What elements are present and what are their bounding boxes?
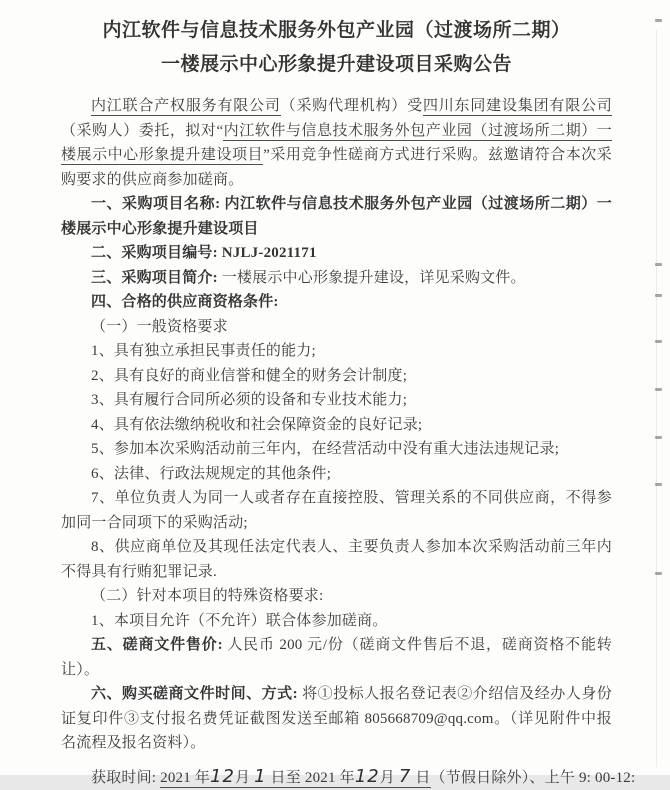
date-printed: 月	[380, 770, 399, 786]
section-5-label: 五、磋商文件售价:	[91, 637, 227, 653]
project-name-underlined: 内江软件与信息技术服务外包产业园（过渡场所二期）一楼展示中心形象提升建设项目	[61, 123, 612, 166]
section-project-summary	[61, 266, 612, 291]
scan-edge-mark	[655, 294, 662, 297]
acquisition-label: 获取时间:	[91, 770, 160, 786]
section-2-label: 二、采购项目编号:	[91, 245, 222, 261]
general-qualifications-heading: （一）一般资格要求	[61, 315, 612, 340]
scan-edge-mark	[655, 263, 662, 266]
qualification-item: 8、供应商单位及其现任法定代表人、主要负责人参加本次采购活动前三年内不得具有行贿犯罪记录.	[61, 535, 612, 584]
handwritten-month: 12	[355, 766, 380, 787]
scan-edge-mark	[655, 436, 662, 439]
agency-name: 内江联合产权服务有限公司	[91, 98, 281, 116]
date-printed: 月	[235, 770, 254, 786]
section-document-price	[61, 633, 612, 682]
qualification-item: 1、具有独立承担民事责任的能力;	[61, 339, 612, 364]
acquisition-date-range	[160, 770, 430, 788]
acquisition-time-line	[61, 765, 612, 790]
intro-text-1: （采购代理机构）受	[281, 98, 423, 114]
document-content	[61, 12, 612, 790]
special-qualification-item: 1、本项目允许（不允许）联合体参加磋商。	[61, 609, 612, 634]
section-qualifications-heading: 四、合格的供应商资格条件:	[61, 290, 612, 315]
section-6-label: 六、购买磋商文件时间、方式:	[91, 686, 302, 702]
section-project-name	[61, 192, 612, 241]
qualification-item: 7、单位负责人为同一人或者存在直接控股、管理关系的不同供应商，不得参加同一合同项下的采购活动;	[61, 486, 612, 535]
handwritten-day: 7	[399, 766, 411, 787]
qualification-item: 6、法律、行政法规规定的其他条件;	[61, 462, 612, 487]
qualification-item: 2、具有良好的商业信誉和健全的财务会计制度;	[61, 364, 612, 389]
scan-edge-mark	[655, 340, 662, 343]
acquisition-tail: （节假日除外）、上午 9: 00-12:	[431, 770, 636, 786]
qualification-item: 4、具有依法缴纳税收和社会保障资金的良好记录;	[61, 413, 612, 438]
date-printed: 日	[411, 770, 430, 786]
section-3-label: 三、采购项目简介:	[91, 270, 222, 286]
intro-paragraph	[61, 94, 612, 192]
section-3-text: 一楼展示中心形象提升建设，详见采购文件。	[222, 270, 526, 286]
section-purchase-method	[61, 682, 612, 756]
section-5-text: 人民币 200 元/份（磋商文件售后不退，磋商资格不能转让）。	[61, 637, 612, 678]
special-qualifications-heading: （二）针对本项目的特殊资格要求:	[61, 584, 612, 609]
scan-edge-mark	[655, 19, 662, 22]
scan-edge-mark	[655, 572, 662, 575]
section-project-number	[61, 241, 612, 266]
qualification-item: 5、参加本次采购活动前三年内，在经营活动中没有重大违法违规记录;	[61, 437, 612, 462]
title-line-2: 一楼展示中心形象提升建设项目采购公告	[61, 48, 612, 82]
handwritten-day: 1	[254, 766, 266, 787]
scan-edge-mark	[655, 483, 662, 486]
handwritten-month: 12	[210, 766, 235, 787]
qualification-item: 3、具有履行合同所必须的设备和专业技术能力;	[61, 388, 612, 413]
intro-text-2: （采购人）委托，拟对“	[61, 123, 223, 139]
page-title	[61, 14, 612, 82]
section-6-text: 将①投标人报名登记表②介绍信及经办人身份证复印件③支付报名费凭证截图发送至邮箱 805668709@qq.com。（详见附件中报名流程及报名资料）。	[61, 686, 612, 751]
date-printed: 2021 年	[160, 770, 210, 786]
section-1-label: 一、采购项目名称:	[91, 196, 225, 212]
section-1-text: 内江软件与信息技术服务外包产业园（过渡场所二期）一楼展示中心形象提升建设项目	[61, 196, 612, 237]
purchaser-name: 四川东同建设集团有限公司	[423, 98, 612, 116]
project-number-value: NJLJ-2021171	[222, 245, 317, 261]
intro-text-3: ”采用竞争性磋商方式进行采购。兹邀请符合本次采购要求的供应商参加磋商。	[61, 147, 612, 188]
date-printed: 日至 2021 年	[267, 770, 355, 786]
scan-edge-line	[656, 30, 657, 767]
scan-edge-mark	[655, 388, 662, 391]
title-line-1: 内江软件与信息技术服务外包产业园（过渡场所二期）	[61, 14, 612, 48]
